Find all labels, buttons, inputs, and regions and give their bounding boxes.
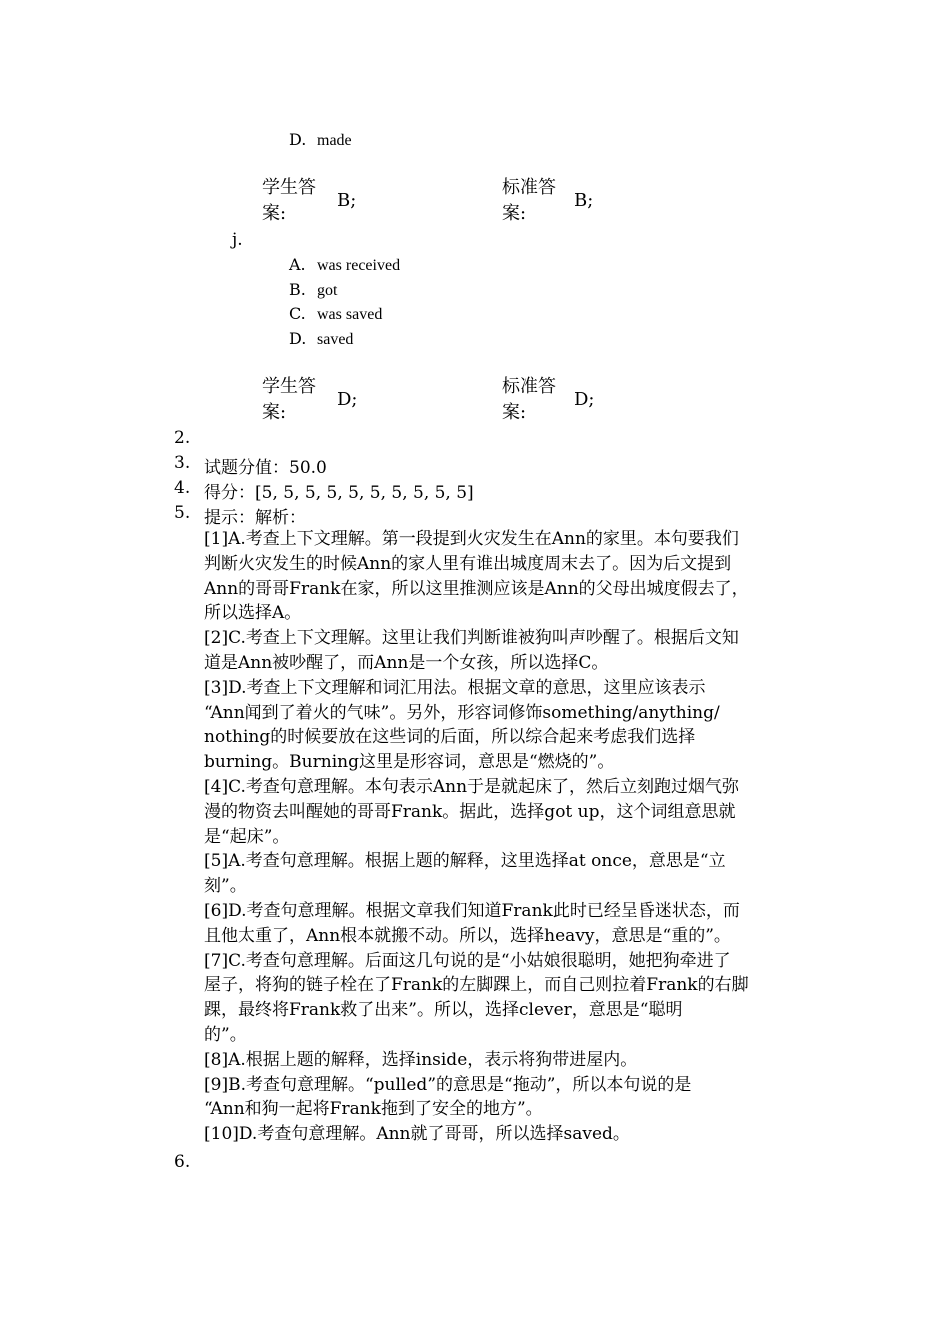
option-letter: D. xyxy=(289,329,307,348)
standard-answer-value: B; xyxy=(574,190,594,211)
student-answer-label: 学生答案: xyxy=(262,177,316,224)
option-d xyxy=(289,130,352,150)
hint-line: “Ann和狗一起将Frank拖到了安全的地方”。 xyxy=(204,1099,543,1120)
option-b xyxy=(289,280,337,300)
list-number: 3. xyxy=(174,453,191,473)
hint-line: 是“起床”。 xyxy=(204,826,290,847)
hint-line: 漫的物资去叫醒她的哥哥Frank。据此，选择got up，这个词组意思就 xyxy=(204,801,736,822)
option-letter: A. xyxy=(289,255,306,274)
hint-line: [7]C.考查句意理解。后面这几句说的是“小姑娘很聪明，她把狗牵进了 xyxy=(204,950,731,971)
option-text: made xyxy=(317,132,352,149)
hint-line: 踝，最终将Frank救了出来”。所以，选择clever，意思是“聪明 xyxy=(204,1000,683,1021)
hint-line: 道是Ann被吵醒了，而Ann是一个女孩，所以选择C。 xyxy=(204,652,609,673)
option-text: saved xyxy=(317,331,354,348)
standard-answer-value: D; xyxy=(574,389,595,410)
hint-heading: 提示：解析： xyxy=(204,508,306,528)
option-a xyxy=(289,255,400,275)
hint-line: 的”。 xyxy=(204,1024,247,1045)
hint-line: [1]A.考查上下文理解。第一段提到火灾发生在Ann的家里。本句要我们 xyxy=(204,529,739,549)
option-letter: D. xyxy=(289,130,307,149)
standard-answer-label: 标准答案: xyxy=(502,376,556,423)
option-c xyxy=(289,304,382,324)
hint-line: Ann的哥哥Frank在家，所以这里推测应该是Ann的父母出城度假去了， xyxy=(204,578,749,599)
hint-line: [4]C.考查句意理解。本句表示Ann于是就起床了，然后立刻跑过烟气弥 xyxy=(204,776,740,797)
list-number: 5. xyxy=(174,503,191,523)
hint-line: burning。Burning这里是形容词，意思是“燃烧的”。 xyxy=(204,752,615,773)
list-number: 4. xyxy=(174,478,191,498)
hint-line: nothing的时候要放在这些词的后面，所以综合起来考虑我们选择 xyxy=(204,727,696,748)
standard-answer-label: 标准答案: xyxy=(502,177,556,224)
hint-block xyxy=(204,527,749,1147)
option-text: was received xyxy=(317,257,401,274)
hint-line: [10]D.考查句意理解。Ann就了哥哥，所以选择saved。 xyxy=(204,1124,630,1145)
hint-line: “Ann闻到了着火的气味”。另外，形容词修饰something/anything/ xyxy=(204,702,720,723)
hint-line: [8]A.根据上题的解释，选择inside，表示将狗带进屋内。 xyxy=(204,1049,638,1070)
hint-line: [6]D.考查句意理解。根据文章我们知道Frank此时已经呈昏迷状态，而 xyxy=(204,900,740,921)
option-text: was saved xyxy=(317,306,383,323)
hint-line: 判断火灾发生的时候Ann的家人里有谁出城度周末去了。因为后文提到 xyxy=(204,553,732,574)
student-answer-value: B; xyxy=(337,190,357,211)
student-answer-label: 学生答案: xyxy=(262,376,316,423)
question-label: j. xyxy=(232,230,243,250)
student-answer-value: D; xyxy=(337,389,358,410)
hint-line: [5]A.考查句意理解。根据上题的解释，这里选择at once，意思是“立 xyxy=(204,851,726,872)
hint-line: 屋子，将狗的链子栓在了Frank的左脚踝上，而自己则拉着Frank的右脚 xyxy=(204,975,749,996)
option-d xyxy=(289,329,353,349)
hint-line: [3]D.考查上下文理解和词汇用法。根据文章的意思，这里应该表示 xyxy=(204,677,706,698)
option-letter: C. xyxy=(289,304,306,323)
score-breakdown: 得分：[5, 5, 5, 5, 5, 5, 5, 5, 5, 5] xyxy=(204,483,474,503)
list-number: 2. xyxy=(174,428,191,448)
hint-line: [2]C.考查上下文理解。这里让我们判断谁被狗叫声吵醒了。根据后文知 xyxy=(204,628,739,649)
question-score: 试题分值：50.0 xyxy=(204,458,327,478)
option-text: got xyxy=(317,282,338,299)
hint-line: 所以选择A。 xyxy=(204,603,302,624)
hint-line: 刻”。 xyxy=(204,876,247,897)
hint-line: [9]B.考查句意理解。“pulled”的意思是“拖动”，所以本句说的是 xyxy=(204,1074,692,1095)
hint-line: 且他太重了，Ann根本就搬不动。所以，选择heavy，意思是“重的”。 xyxy=(204,925,731,946)
list-number: 6. xyxy=(174,1152,191,1172)
option-letter: B. xyxy=(289,280,306,299)
